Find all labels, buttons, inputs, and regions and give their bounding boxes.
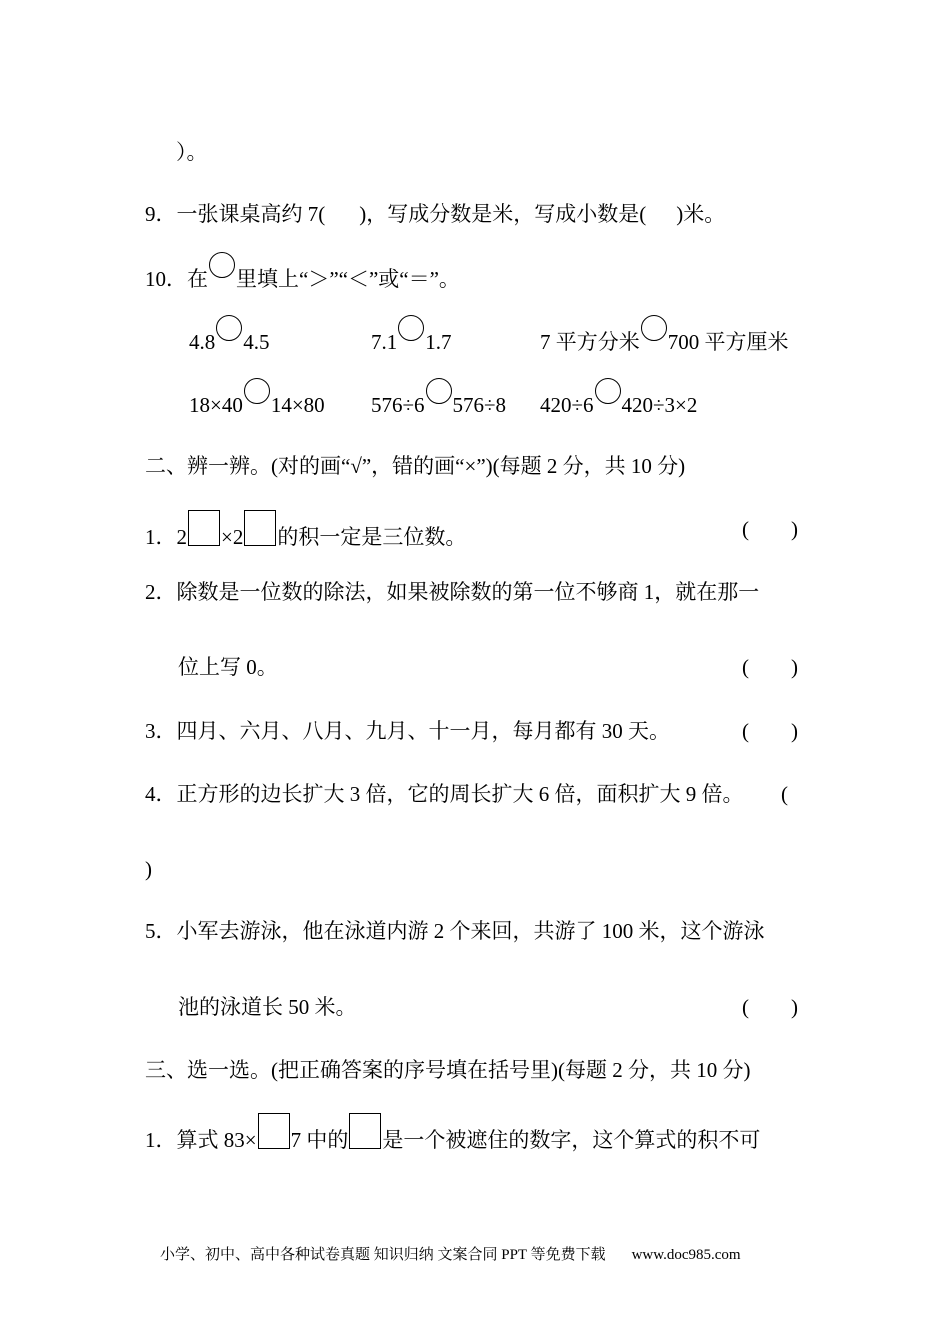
- comparison-item: 4.8 4.5: [189, 325, 270, 355]
- answer-parentheses[interactable]: ( ): [742, 655, 798, 679]
- judge-question-3: 3．四月、六月、八月、九月、十一月，每月都有 30 天。: [145, 719, 670, 743]
- answer-circle[interactable]: [398, 315, 424, 341]
- comparison-item: 18×40 14×80: [189, 388, 325, 418]
- judge-question-2-cont: 位上写 0。: [178, 655, 278, 679]
- question-number: 2．: [145, 580, 177, 604]
- judge-question-1: 1．2 ×2 的积一定是三位数。: [145, 514, 466, 544]
- question-number: 3．: [145, 719, 177, 743]
- question-number: 4．: [145, 782, 177, 806]
- judge-question-5-cont: 池的泳道长 50 米。: [178, 995, 357, 1019]
- answer-parentheses[interactable]: ( ): [742, 995, 798, 1019]
- choice-question-1: 1．算式 83× 7 中的 是一个被遮住的数字，这个算式的积不可: [145, 1117, 760, 1147]
- answer-circle[interactable]: [641, 315, 667, 341]
- judge-question-5: 5．小军去游泳，他在泳道内游 2 个来回，共游了 100 米，这个游泳: [145, 919, 765, 943]
- answer-circle[interactable]: [216, 315, 242, 341]
- question-number: 1．: [145, 1128, 177, 1152]
- blank-box[interactable]: [258, 1113, 290, 1149]
- answer-circle[interactable]: [426, 378, 452, 404]
- answer-circle[interactable]: [244, 378, 270, 404]
- footer-url[interactable]: www.doc985.com: [631, 1247, 741, 1263]
- page-footer: 小学、初中、高中各种试卷真题 知识归纳 文案合同 PPT 等免费下载 www.doc985.com: [160, 1247, 741, 1263]
- blank-box[interactable]: [244, 510, 276, 546]
- question-number: 10．: [145, 267, 187, 291]
- comparison-item: 420÷6 420÷3×2: [540, 388, 697, 418]
- section-heading: 三、选一选。(把正确答案的序号填在括号里)(每题 2 分，共 10 分): [145, 1058, 751, 1082]
- comparison-item: 7.1 1.7: [371, 325, 452, 355]
- answer-parentheses[interactable]: ( ): [742, 719, 798, 743]
- question-number: 9．: [145, 202, 177, 226]
- answer-circle[interactable]: [209, 252, 235, 278]
- question-10: 10．在 里填上“＞”“＜”或“＝”。: [145, 262, 460, 292]
- comparison-item: 7 平方分米 700 平方厘米: [540, 325, 789, 355]
- answer-circle[interactable]: [595, 378, 621, 404]
- continuation-text: ）。: [176, 140, 208, 164]
- blank-box[interactable]: [349, 1113, 381, 1149]
- section-heading: 二、辨一辨。(对的画“√”，错的画“×”)(每题 2 分，共 10 分): [145, 454, 686, 478]
- answer-parentheses[interactable]: ( ): [742, 517, 798, 541]
- judge-question-4: 4．正方形的边长扩大 3 倍，它的周长扩大 6 倍，面积扩大 9 倍。: [145, 782, 744, 806]
- judge-question-2: 2．除数是一位数的除法，如果被除数的第一位不够商 1，就在那一: [145, 580, 760, 604]
- blank-box[interactable]: [188, 510, 220, 546]
- comparison-item: 576÷6 576÷8: [371, 388, 506, 418]
- question-number: 5．: [145, 919, 177, 943]
- question-9: 9．一张课桌高约 7( )，写成分数是米，写成小数是( )米。: [145, 202, 726, 226]
- answer-paren-open[interactable]: (: [781, 782, 788, 806]
- answer-paren-close[interactable]: ): [145, 857, 152, 881]
- question-number: 1．: [145, 525, 177, 549]
